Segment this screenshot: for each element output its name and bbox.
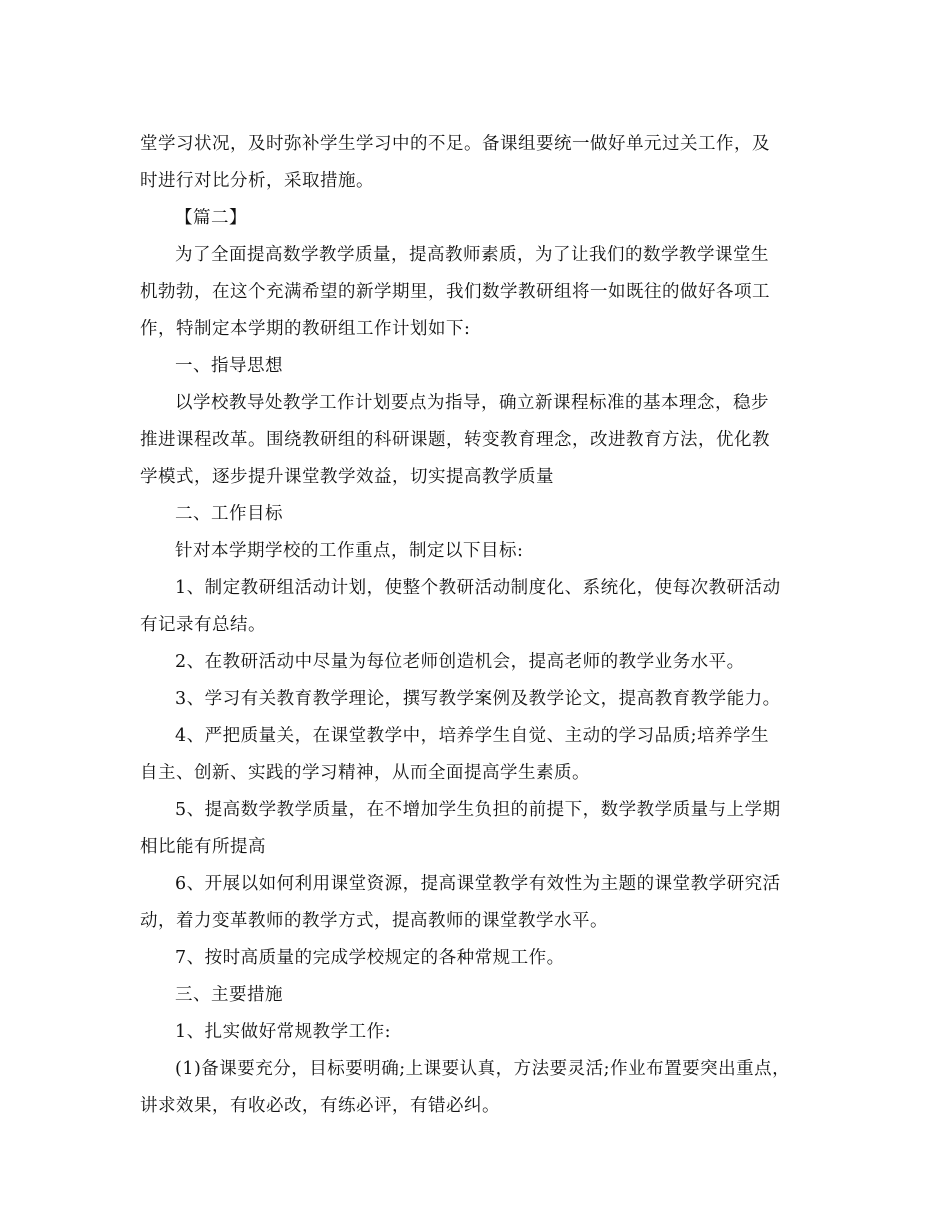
text-line: 相比能有所提高 [140, 837, 266, 857]
text-line: 讲求效果，有收必改，有练必评，有错必纠。 [140, 1096, 500, 1116]
section-heading: 二、工作目标 [175, 504, 283, 524]
text-line: 作，特制定本学期的教研组工作计划如下: [140, 319, 471, 339]
text-line: 动，着力变革教师的教学方式，提高教师的课堂教学水平。 [140, 911, 608, 931]
text-line: 机勃勃，在这个充满希望的新学期里，我们数学教研组将一如既往的做好各项工 [140, 282, 770, 302]
text-line: 以学校教导处教学工作计划要点为指导，确立新课程标准的基本理念，稳步 [175, 393, 769, 413]
text-line: 自主、创新、实践的学习精神，从而全面提高学生素质。 [140, 763, 590, 783]
list-item: 2、在教研活动中尽量为每位老师创造机会，提高老师的教学业务水平。 [175, 652, 745, 672]
section-heading: 【篇二】 [175, 208, 247, 228]
list-item: 5、提高数学教学质量，在不增加学生负担的前提下，数学教学质量与上学期 [175, 800, 781, 820]
text-line: 推进课程改革。围绕教研组的科研课题，转变教育理念，改进教育方法，优化教 [140, 430, 770, 450]
text-line: 针对本学期学校的工作重点，制定以下目标: [175, 541, 524, 561]
text-line: 堂学习状况，及时弥补学生学习中的不足。备课组要统一做好单元过关工作，及 [140, 134, 770, 154]
text-line: 有记录有总结。 [140, 615, 266, 635]
list-item: 4、严把质量关，在课堂教学中，培养学生自觉、主动的学习品质;培养学生 [175, 726, 770, 746]
list-item: 1、制定教研组活动计划，使整个教研活动制度化、系统化，使每次教研活动 [175, 578, 781, 598]
list-item: (1)备课要充分，目标要明确;上课要认真，方法要灵活;作业布置要突出重点， [175, 1059, 791, 1079]
list-item: 7、按时高质量的完成学校规定的各种常规工作。 [175, 948, 565, 968]
list-item: 3、学习有关教育教学理论，撰写教学案例及教学论文，提高教育教学能力。 [175, 689, 781, 709]
list-item: 1、扎实做好常规教学工作: [175, 1022, 392, 1042]
text-line: 为了全面提高数学教学质量，提高教师素质，为了让我们的数学教学课堂生 [175, 245, 769, 265]
text-line: 学模式，逐步提升课堂教学效益，切实提高教学质量 [140, 467, 554, 487]
list-item: 6、开展以如何利用课堂资源，提高课堂教学有效性为主题的课堂教学研究活 [175, 874, 781, 894]
section-heading: 一、指导思想 [175, 356, 283, 376]
document-body [140, 126, 812, 1125]
section-heading: 三、主要措施 [175, 985, 283, 1005]
text-line: 时进行对比分析，采取措施。 [140, 171, 374, 191]
